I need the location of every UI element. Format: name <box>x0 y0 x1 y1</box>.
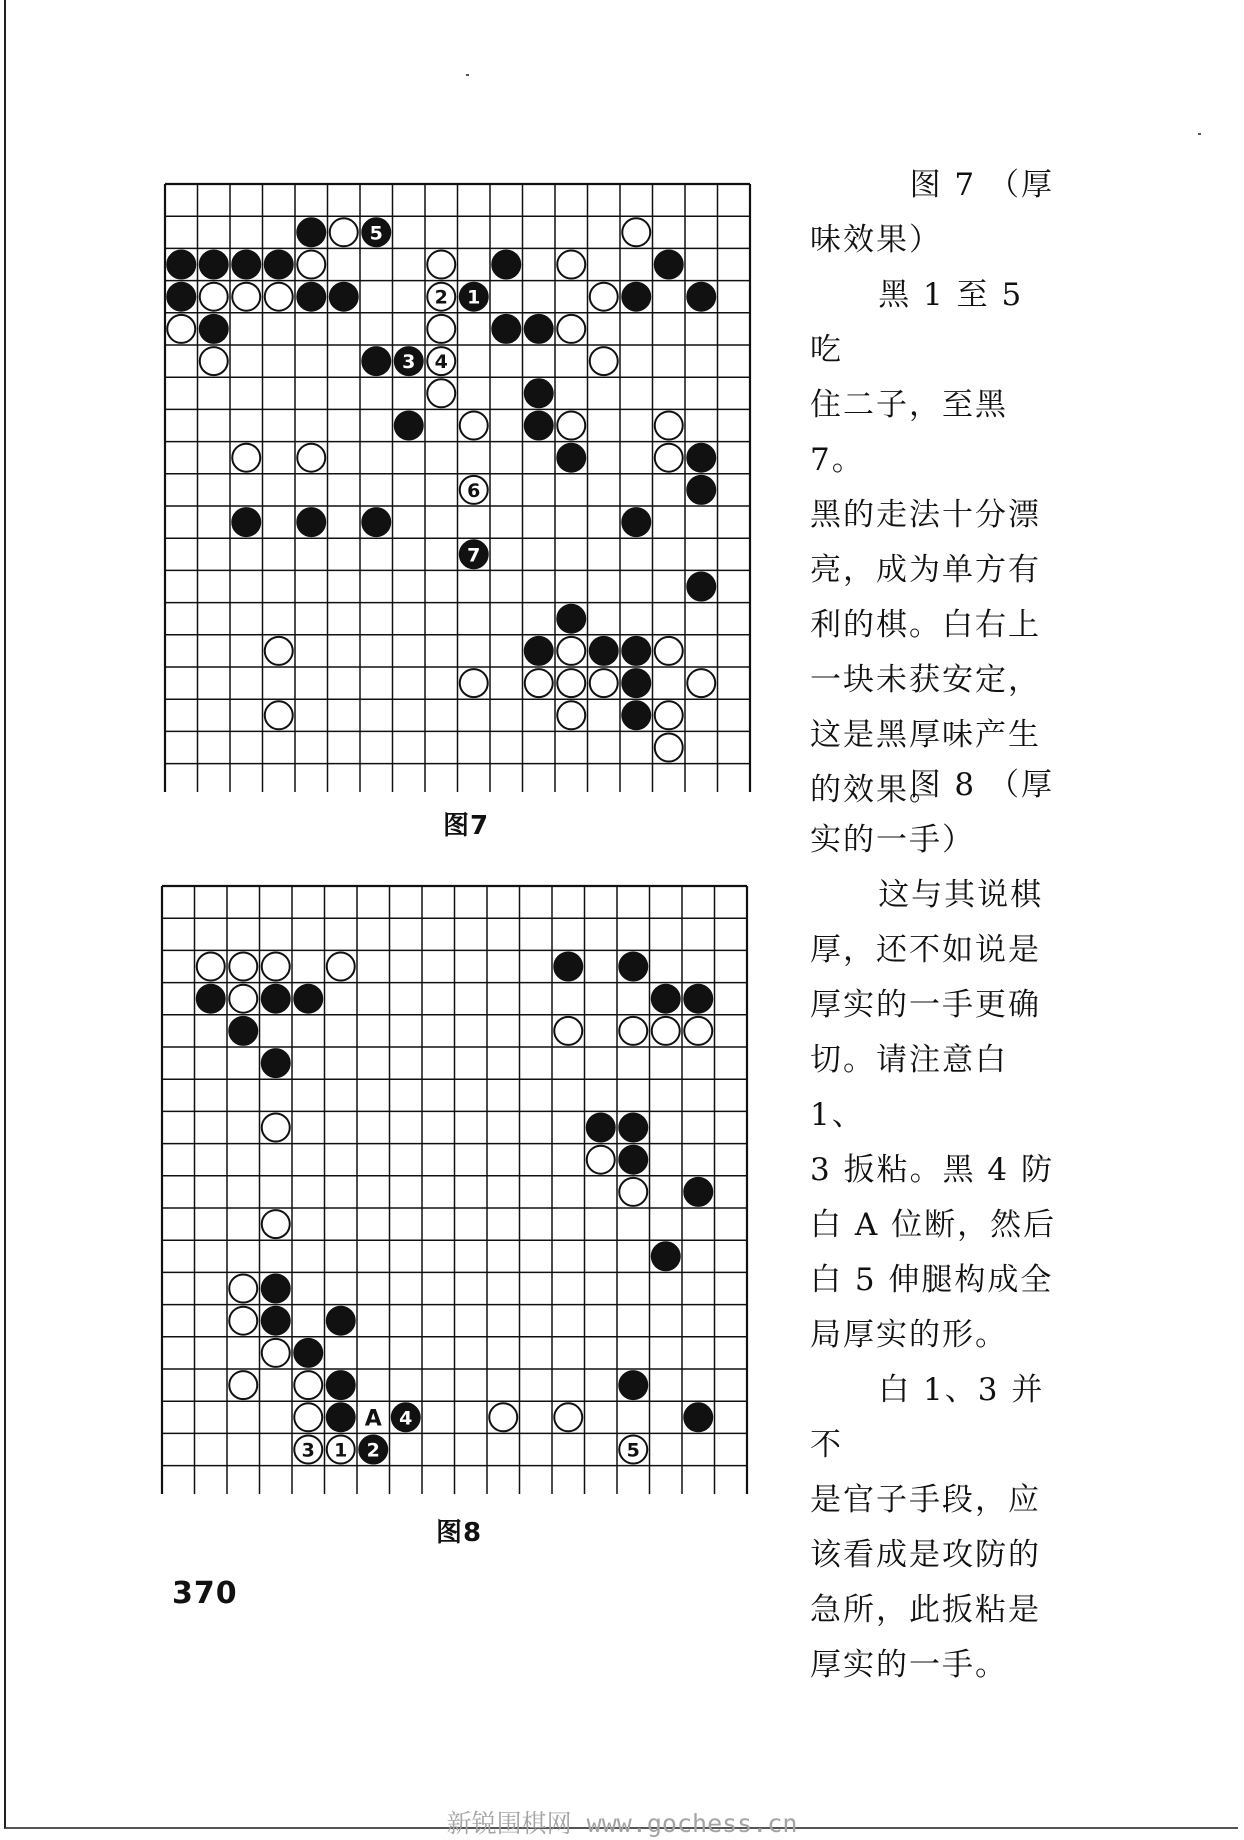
move-number: 5 <box>626 1439 640 1462</box>
black-stone <box>362 508 390 536</box>
body-line: 利的棋。白右上 <box>810 607 1041 643</box>
move-number: 7 <box>467 544 481 567</box>
white-stone <box>590 283 618 311</box>
white-stone <box>232 444 260 472</box>
black-stone <box>297 508 325 536</box>
body-line: 是官子手段，应 <box>810 1482 1041 1518</box>
figure-7-heading-cont: 味效果） <box>810 222 942 258</box>
body-line: 该看成是攻防的 <box>810 1537 1041 1573</box>
black-stone <box>327 1307 355 1335</box>
black-stone <box>327 1403 355 1431</box>
white-stone <box>554 1017 582 1045</box>
white-stone <box>590 669 618 697</box>
black-stone <box>587 1114 615 1142</box>
white-stone <box>229 1371 257 1399</box>
white-stone <box>229 1307 257 1335</box>
black-stone <box>327 1371 355 1399</box>
body-line: 急所，此扳粘是 <box>810 1592 1041 1628</box>
black-stone <box>525 379 553 407</box>
white-stone <box>167 315 195 343</box>
watermark: 新锐围棋网 www.gochess.cn <box>446 1809 798 1838</box>
black-stone <box>557 605 585 633</box>
body-line: 3 扳粘。黑 4 防 <box>810 1152 1055 1188</box>
white-stone <box>229 985 257 1013</box>
white-stone <box>557 669 585 697</box>
white-stone <box>265 283 293 311</box>
black-stone <box>330 283 358 311</box>
white-stone <box>655 444 683 472</box>
white-stone <box>262 953 290 981</box>
white-stone <box>557 637 585 665</box>
black-stone <box>619 1146 647 1174</box>
black-stone <box>622 508 650 536</box>
move-number: 2 <box>434 286 448 309</box>
black-stone <box>687 476 715 504</box>
black-stone <box>262 985 290 1013</box>
black-stone <box>554 953 582 981</box>
black-stone <box>395 412 423 440</box>
move-number: 4 <box>399 1407 413 1430</box>
white-stone <box>265 701 293 729</box>
black-stone <box>492 251 520 279</box>
figure-8-caption: 图8 <box>436 1518 483 1548</box>
black-stone <box>297 283 325 311</box>
body-line: 这与其说棋 <box>878 877 1044 913</box>
black-stone <box>262 1049 290 1077</box>
body-line: 厚，还不如说是 <box>810 932 1041 968</box>
figure-8-heading-cont: 实的一手） <box>810 822 975 858</box>
white-stone <box>460 412 488 440</box>
black-stone <box>294 1339 322 1367</box>
black-stone <box>684 985 712 1013</box>
body-line: 白 5 伸腿构成全 <box>810 1262 1054 1298</box>
scan-speck <box>1198 133 1201 135</box>
body-line: 黑的走法十分漂 <box>810 497 1041 533</box>
body-line: 黑 1 至 5 吃 <box>810 277 1024 368</box>
white-stone <box>294 1371 322 1399</box>
go-board-diagram <box>155 178 755 792</box>
black-stone <box>684 1178 712 1206</box>
move-number: 4 <box>434 351 448 374</box>
white-stone <box>587 1146 615 1174</box>
black-stone <box>652 1242 680 1270</box>
black-stone <box>167 251 195 279</box>
body-line: 住二子，至黑 7。 <box>810 387 1008 478</box>
figure-7-caption: 图7 <box>443 811 490 841</box>
white-stone <box>200 283 228 311</box>
figure-8-heading: 图 8 （厚 <box>909 767 1054 803</box>
body-line: 亮，成为单方有 <box>810 552 1041 588</box>
white-stone <box>557 701 585 729</box>
white-stone <box>622 218 650 246</box>
figure-7-heading: 图 7 （厚 <box>909 167 1054 203</box>
body-line: 的效果。 <box>810 772 942 808</box>
point-label: A <box>364 1406 382 1432</box>
white-stone <box>229 953 257 981</box>
black-stone <box>525 315 553 343</box>
black-stone <box>557 444 585 472</box>
black-stone <box>622 283 650 311</box>
body-line: 白 1、3 并不 <box>810 1372 1045 1463</box>
black-stone <box>197 985 225 1013</box>
body-line: 厚实的一手更确 <box>810 987 1041 1023</box>
body-line: 切。请注意白 1、 <box>810 1042 1008 1133</box>
black-stone <box>232 251 260 279</box>
white-stone <box>652 1017 680 1045</box>
white-stone <box>427 379 455 407</box>
white-stone <box>619 1017 647 1045</box>
figure-8-commentary <box>810 758 1060 1693</box>
white-stone <box>427 251 455 279</box>
page-number: 370 <box>172 1576 238 1611</box>
white-stone <box>229 1275 257 1303</box>
black-stone <box>652 985 680 1013</box>
white-stone <box>554 1403 582 1431</box>
white-stone <box>262 1114 290 1142</box>
black-stone <box>232 508 260 536</box>
move-number: 1 <box>467 286 481 309</box>
black-stone <box>229 1017 257 1045</box>
black-stone <box>655 251 683 279</box>
black-stone <box>622 637 650 665</box>
black-stone <box>265 251 293 279</box>
white-stone <box>200 347 228 375</box>
white-stone <box>330 218 358 246</box>
move-number: 5 <box>369 222 383 245</box>
black-stone <box>167 283 195 311</box>
white-stone <box>262 1210 290 1238</box>
white-stone <box>684 1017 712 1045</box>
white-stone <box>525 669 553 697</box>
white-stone <box>262 1339 290 1367</box>
scan-speck <box>466 74 469 76</box>
figure-8-board <box>152 880 752 1494</box>
black-stone <box>619 953 647 981</box>
white-stone <box>327 953 355 981</box>
body-line: 白 A 位断，然后 <box>810 1207 1057 1243</box>
black-stone <box>492 315 520 343</box>
black-stone <box>687 283 715 311</box>
move-number: 6 <box>467 479 481 502</box>
black-stone <box>525 637 553 665</box>
black-stone <box>525 412 553 440</box>
white-stone <box>655 637 683 665</box>
white-stone <box>197 953 225 981</box>
white-stone <box>557 315 585 343</box>
black-stone <box>619 1114 647 1142</box>
black-stone <box>619 1371 647 1399</box>
move-number: 1 <box>334 1439 348 1462</box>
figure-7-body <box>810 268 1060 818</box>
figure-7-commentary <box>810 158 1060 818</box>
white-stone <box>687 669 715 697</box>
figure-7-board <box>155 178 755 792</box>
white-stone <box>619 1178 647 1206</box>
body-line: 局厚实的形。 <box>810 1317 1008 1353</box>
black-stone <box>684 1403 712 1431</box>
figure-8-body-paragraph-2 <box>810 1363 1060 1693</box>
white-stone <box>655 412 683 440</box>
black-stone <box>200 251 228 279</box>
move-number: 3 <box>402 351 416 374</box>
black-stone <box>687 573 715 601</box>
black-stone <box>622 701 650 729</box>
white-stone <box>655 734 683 762</box>
white-stone <box>232 283 260 311</box>
white-stone <box>590 347 618 375</box>
go-board-diagram <box>152 880 752 1494</box>
move-number: 2 <box>366 1439 380 1462</box>
body-line: 一块未获安定， <box>810 662 1041 698</box>
black-stone <box>294 985 322 1013</box>
black-stone <box>687 444 715 472</box>
move-number: 3 <box>301 1439 315 1462</box>
black-stone <box>262 1275 290 1303</box>
black-stone <box>262 1307 290 1335</box>
body-line: 这是黑厚味产生 <box>810 717 1041 753</box>
body-line: 厚实的一手。 <box>810 1647 1008 1683</box>
white-stone <box>427 315 455 343</box>
figure-8-body-paragraph-1 <box>810 868 1060 1363</box>
white-stone <box>297 251 325 279</box>
black-stone <box>590 637 618 665</box>
black-stone <box>200 315 228 343</box>
white-stone <box>489 1403 517 1431</box>
white-stone <box>557 412 585 440</box>
black-stone <box>362 347 390 375</box>
white-stone <box>557 251 585 279</box>
black-stone <box>297 218 325 246</box>
black-stone <box>622 669 650 697</box>
white-stone <box>294 1403 322 1431</box>
white-stone <box>460 669 488 697</box>
white-stone <box>265 637 293 665</box>
white-stone <box>297 444 325 472</box>
white-stone <box>655 701 683 729</box>
